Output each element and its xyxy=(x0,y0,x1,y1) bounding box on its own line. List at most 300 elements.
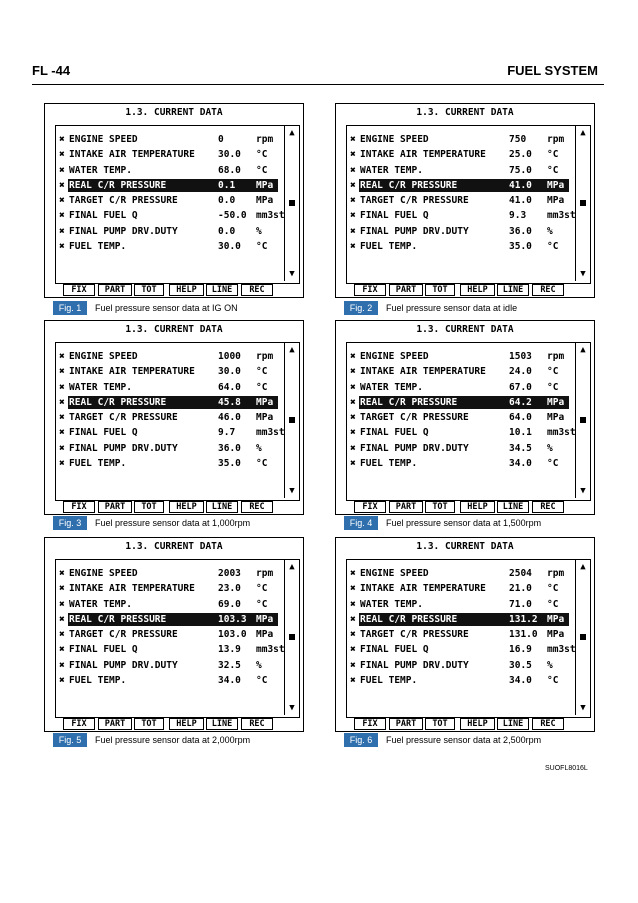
select-mark-icon: ✖ xyxy=(59,568,65,579)
param-value: 23.0 xyxy=(218,583,241,595)
param-name: INTAKE AIR TEMPERATURE xyxy=(360,149,486,161)
param-value: 1000 xyxy=(218,351,241,362)
scroll-up-icon[interactable]: ▲ xyxy=(289,128,295,138)
fkey-rec-button[interactable]: REC xyxy=(532,718,564,730)
param-unit: °C xyxy=(256,458,268,470)
param-unit: °C xyxy=(547,458,559,470)
param-value: 13.9 xyxy=(218,644,241,656)
param-unit: rpm xyxy=(256,134,274,145)
caption-text: Fuel pressure sensor data at IG ON xyxy=(95,303,238,313)
scrollbar[interactable] xyxy=(284,126,299,281)
scroll-down-icon[interactable]: ▼ xyxy=(289,703,295,713)
caption-text: Fuel pressure sensor data at 1,000rpm xyxy=(95,518,251,528)
select-mark-icon: ✖ xyxy=(59,396,65,408)
param-name: FUEL TEMP. xyxy=(69,458,127,470)
scan-screen xyxy=(44,103,304,298)
fkey-line-button[interactable]: LINE xyxy=(497,501,529,513)
data-row[interactable] xyxy=(58,642,285,657)
scroll-thumb[interactable] xyxy=(580,200,586,206)
fkey-part-button[interactable]: PART xyxy=(98,718,132,730)
fkey-rec-button[interactable]: REC xyxy=(532,501,564,513)
scroll-up-icon[interactable]: ▲ xyxy=(289,345,295,355)
param-unit: MPa xyxy=(547,629,565,641)
param-name: FINAL FUEL Q xyxy=(69,210,138,222)
data-row[interactable] xyxy=(58,441,276,456)
fkey-part-button[interactable]: PART xyxy=(389,501,423,513)
param-unit: MPa xyxy=(547,195,565,207)
select-mark-icon: ✖ xyxy=(350,241,356,253)
param-name: FINAL FUEL Q xyxy=(69,644,138,656)
param-unit: % xyxy=(547,659,553,671)
param-unit: mm3st xyxy=(256,427,285,439)
param-name: FINAL FUEL Q xyxy=(360,210,429,222)
select-mark-icon: ✖ xyxy=(59,134,65,145)
param-unit: rpm xyxy=(256,568,274,579)
select-mark-icon: ✖ xyxy=(350,179,356,191)
param-unit: MPa xyxy=(256,613,274,625)
param-value: 45.8 xyxy=(218,396,241,408)
function-keys xyxy=(55,718,300,730)
fkey-help-button[interactable]: HELP xyxy=(460,284,495,296)
select-mark-icon: ✖ xyxy=(59,675,65,687)
param-unit: °C xyxy=(547,149,559,161)
param-name: FUEL TEMP. xyxy=(360,675,418,687)
figure-caption xyxy=(344,301,604,315)
screen-title: 1.3. CURRENT DATA xyxy=(125,541,223,552)
scroll-thumb[interactable] xyxy=(580,417,586,423)
param-value: 64.2 xyxy=(509,396,532,408)
fkey-fix-button[interactable]: FIX xyxy=(63,501,95,513)
fkey-help-button[interactable]: HELP xyxy=(460,718,495,730)
param-value: 68.0 xyxy=(218,164,241,176)
param-name: TARGET C/R PRESSURE xyxy=(69,195,178,207)
param-name: WATER TEMP. xyxy=(69,598,132,610)
select-mark-icon: ✖ xyxy=(59,366,65,378)
param-unit: mm3st xyxy=(256,210,285,222)
scroll-up-icon[interactable]: ▲ xyxy=(580,562,586,572)
scroll-down-icon[interactable]: ▼ xyxy=(580,269,586,279)
param-unit: °C xyxy=(256,583,268,595)
scroll-up-icon[interactable]: ▲ xyxy=(289,562,295,572)
fkey-part-button[interactable]: PART xyxy=(389,284,423,296)
param-value: 35.0 xyxy=(218,458,241,470)
data-row[interactable] xyxy=(58,395,276,410)
data-row[interactable] xyxy=(349,364,567,379)
param-unit: °C xyxy=(547,164,559,176)
data-row[interactable] xyxy=(58,380,276,395)
fkey-help-button[interactable]: HELP xyxy=(169,718,204,730)
param-unit: mm3st xyxy=(547,210,576,222)
param-name: ENGINE SPEED xyxy=(360,568,429,579)
figure-caption xyxy=(53,733,313,747)
param-unit: °C xyxy=(547,381,559,393)
screen-title: 1.3. CURRENT DATA xyxy=(416,541,514,552)
scrollbar[interactable] xyxy=(284,560,299,715)
data-row[interactable] xyxy=(58,597,276,612)
param-name: FUEL TEMP. xyxy=(69,675,127,687)
data-row[interactable] xyxy=(349,395,567,410)
fkey-line-button[interactable]: LINE xyxy=(497,718,529,730)
param-unit: MPa xyxy=(547,396,565,408)
data-row[interactable] xyxy=(349,627,567,642)
screen-title: 1.3. CURRENT DATA xyxy=(125,107,223,118)
scroll-thumb[interactable] xyxy=(289,417,295,423)
data-row[interactable] xyxy=(58,566,276,581)
figure-caption xyxy=(344,733,604,747)
select-mark-icon: ✖ xyxy=(350,134,356,145)
select-mark-icon: ✖ xyxy=(59,225,65,237)
fkey-rec-button[interactable]: REC xyxy=(241,718,273,730)
param-value: 67.0 xyxy=(509,381,532,393)
param-name: INTAKE AIR TEMPERATURE xyxy=(69,366,195,378)
param-value: 9.3 xyxy=(509,210,527,222)
select-mark-icon: ✖ xyxy=(350,164,356,176)
select-mark-icon: ✖ xyxy=(59,149,65,161)
param-value: 9.7 xyxy=(218,427,236,439)
param-name: TARGET C/R PRESSURE xyxy=(360,412,469,424)
param-name: INTAKE AIR TEMPERATURE xyxy=(69,149,195,161)
scroll-thumb[interactable] xyxy=(580,634,586,640)
fkey-rec-button[interactable]: REC xyxy=(241,284,273,296)
screen-title: 1.3. CURRENT DATA xyxy=(416,107,514,118)
data-row[interactable] xyxy=(58,349,276,364)
param-name: WATER TEMP. xyxy=(69,381,132,393)
data-row[interactable] xyxy=(349,612,567,627)
fkey-part-button[interactable]: PART xyxy=(98,501,132,513)
fkey-help-button[interactable]: HELP xyxy=(460,501,495,513)
select-mark-icon: ✖ xyxy=(350,659,356,671)
scan-screen xyxy=(44,320,304,515)
param-value: -50.0 xyxy=(218,210,247,222)
data-row[interactable] xyxy=(349,642,576,657)
fkey-fix-button[interactable]: FIX xyxy=(63,718,95,730)
scrollbar[interactable] xyxy=(284,343,299,498)
figure-label: Fig. 4 xyxy=(344,516,378,530)
param-unit: MPa xyxy=(256,396,274,408)
section-title: FUEL SYSTEM xyxy=(507,63,598,78)
param-unit: MPa xyxy=(256,629,274,641)
scroll-up-icon[interactable]: ▲ xyxy=(580,128,586,138)
data-row[interactable] xyxy=(349,163,567,178)
param-unit: °C xyxy=(547,598,559,610)
param-name: TARGET C/R PRESSURE xyxy=(69,412,178,424)
select-mark-icon: ✖ xyxy=(59,412,65,424)
select-mark-icon: ✖ xyxy=(350,149,356,161)
fkey-tot-button[interactable]: TOT xyxy=(425,501,455,513)
scan-screen xyxy=(44,537,304,732)
param-unit: °C xyxy=(256,164,268,176)
param-name: ENGINE SPEED xyxy=(69,134,138,145)
param-value: 30.0 xyxy=(218,241,241,253)
param-unit: MPa xyxy=(547,412,565,424)
select-mark-icon: ✖ xyxy=(350,225,356,237)
param-unit: % xyxy=(547,442,553,454)
caption-text: Fuel pressure sensor data at 2,000rpm xyxy=(95,735,251,745)
data-row[interactable] xyxy=(349,456,567,471)
param-unit: % xyxy=(256,442,262,454)
param-unit: °C xyxy=(256,366,268,378)
data-panel xyxy=(55,342,300,501)
figure-label: Fig. 5 xyxy=(53,733,87,747)
select-mark-icon: ✖ xyxy=(350,675,356,687)
param-unit: mm3st xyxy=(547,644,576,656)
data-row[interactable] xyxy=(349,147,567,162)
select-mark-icon: ✖ xyxy=(350,195,356,207)
param-value: 131.2 xyxy=(509,613,538,625)
param-unit: mm3st xyxy=(547,427,576,439)
scroll-down-icon[interactable]: ▼ xyxy=(289,486,295,496)
data-row[interactable] xyxy=(349,380,567,395)
param-unit: mm3st xyxy=(256,644,285,656)
param-name: FINAL PUMP DRV.DUTY xyxy=(69,659,178,671)
data-row[interactable] xyxy=(349,132,567,147)
fkey-fix-button[interactable]: FIX xyxy=(354,284,386,296)
param-unit: °C xyxy=(256,241,268,253)
select-mark-icon: ✖ xyxy=(350,210,356,222)
fkey-rec-button[interactable]: REC xyxy=(532,284,564,296)
param-value: 0.1 xyxy=(218,179,236,191)
select-mark-icon: ✖ xyxy=(350,568,356,579)
figure-label: Fig. 6 xyxy=(344,733,378,747)
data-row[interactable] xyxy=(58,627,276,642)
fkey-tot-button[interactable]: TOT xyxy=(134,501,164,513)
data-row[interactable] xyxy=(349,193,567,208)
select-mark-icon: ✖ xyxy=(59,179,65,191)
scroll-thumb[interactable] xyxy=(289,634,295,640)
param-value: 34.0 xyxy=(509,675,532,687)
param-unit: °C xyxy=(547,241,559,253)
param-value: 0 xyxy=(218,134,224,145)
param-unit: MPa xyxy=(547,179,565,191)
select-mark-icon: ✖ xyxy=(350,351,356,362)
param-value: 41.0 xyxy=(509,179,532,191)
param-value: 30.0 xyxy=(218,149,241,161)
scrollbar[interactable] xyxy=(575,343,590,498)
fkey-fix-button[interactable]: FIX xyxy=(354,718,386,730)
param-name: FUEL TEMP. xyxy=(360,458,418,470)
select-mark-icon: ✖ xyxy=(350,427,356,439)
param-name: FINAL PUMP DRV.DUTY xyxy=(69,225,178,237)
param-unit: °C xyxy=(256,149,268,161)
data-row[interactable] xyxy=(58,208,285,223)
select-mark-icon: ✖ xyxy=(350,442,356,454)
fkey-help-button[interactable]: HELP xyxy=(169,501,204,513)
function-keys xyxy=(346,501,591,513)
param-value: 34.5 xyxy=(509,442,532,454)
data-row[interactable] xyxy=(349,581,567,596)
param-name: FUEL TEMP. xyxy=(69,241,127,253)
data-row[interactable] xyxy=(349,673,567,688)
scan-screen xyxy=(335,103,595,298)
data-row[interactable] xyxy=(349,178,567,193)
select-mark-icon: ✖ xyxy=(59,629,65,641)
fkey-line-button[interactable]: LINE xyxy=(206,718,238,730)
param-name: FINAL PUMP DRV.DUTY xyxy=(360,225,469,237)
fkey-fix-button[interactable]: FIX xyxy=(63,284,95,296)
data-row[interactable] xyxy=(349,441,567,456)
function-keys xyxy=(55,501,300,513)
fkey-tot-button[interactable]: TOT xyxy=(134,284,164,296)
data-row[interactable] xyxy=(349,658,567,673)
data-row[interactable] xyxy=(349,410,567,425)
param-value: 34.0 xyxy=(509,458,532,470)
select-mark-icon: ✖ xyxy=(350,629,356,641)
param-unit: °C xyxy=(547,366,559,378)
figure-caption xyxy=(53,301,313,315)
screen-title: 1.3. CURRENT DATA xyxy=(125,324,223,335)
param-value: 0.0 xyxy=(218,195,236,207)
select-mark-icon: ✖ xyxy=(59,210,65,222)
select-mark-icon: ✖ xyxy=(59,195,65,207)
param-value: 69.0 xyxy=(218,598,241,610)
fkey-fix-button[interactable]: FIX xyxy=(354,501,386,513)
param-name: FINAL PUMP DRV.DUTY xyxy=(360,659,469,671)
param-name: REAL C/R PRESSURE xyxy=(69,396,167,408)
figure-label: Fig. 1 xyxy=(53,301,87,315)
data-row[interactable] xyxy=(58,425,285,440)
param-name: FINAL FUEL Q xyxy=(69,427,138,439)
select-mark-icon: ✖ xyxy=(59,458,65,470)
data-row[interactable] xyxy=(349,239,567,254)
caption-text: Fuel pressure sensor data at 2,500rpm xyxy=(386,735,542,745)
param-unit: rpm xyxy=(547,568,565,579)
scroll-thumb[interactable] xyxy=(289,200,295,206)
function-keys xyxy=(346,284,591,296)
select-mark-icon: ✖ xyxy=(59,164,65,176)
fkey-line-button[interactable]: LINE xyxy=(206,501,238,513)
data-row[interactable] xyxy=(58,410,276,425)
param-value: 16.9 xyxy=(509,644,532,656)
fkey-line-button[interactable]: LINE xyxy=(206,284,238,296)
param-value: 103.3 xyxy=(218,613,247,625)
select-mark-icon: ✖ xyxy=(350,412,356,424)
data-panel xyxy=(346,559,591,718)
param-name: FINAL FUEL Q xyxy=(360,427,429,439)
fkey-help-button[interactable]: HELP xyxy=(169,284,204,296)
param-unit: rpm xyxy=(547,134,565,145)
data-row[interactable] xyxy=(58,581,276,596)
param-value: 75.0 xyxy=(509,164,532,176)
select-mark-icon: ✖ xyxy=(59,427,65,439)
scan-screen xyxy=(335,320,595,515)
figure-caption xyxy=(53,516,313,530)
param-name: ENGINE SPEED xyxy=(69,568,138,579)
param-unit: °C xyxy=(256,598,268,610)
select-mark-icon: ✖ xyxy=(350,366,356,378)
param-value: 24.0 xyxy=(509,366,532,378)
param-value: 34.0 xyxy=(218,675,241,687)
fkey-part-button[interactable]: PART xyxy=(98,284,132,296)
function-keys xyxy=(55,284,300,296)
fkey-tot-button[interactable]: TOT xyxy=(134,718,164,730)
param-value: 103.0 xyxy=(218,629,247,641)
param-unit: % xyxy=(256,659,262,671)
param-value: 41.0 xyxy=(509,195,532,207)
param-name: WATER TEMP. xyxy=(69,164,132,176)
select-mark-icon: ✖ xyxy=(350,613,356,625)
param-name: FUEL TEMP. xyxy=(360,241,418,253)
scroll-down-icon[interactable]: ▼ xyxy=(289,269,295,279)
data-row[interactable] xyxy=(58,178,276,193)
data-row[interactable] xyxy=(58,673,276,688)
param-name: REAL C/R PRESSURE xyxy=(360,179,458,191)
data-row[interactable] xyxy=(349,597,567,612)
select-mark-icon: ✖ xyxy=(350,583,356,595)
select-mark-icon: ✖ xyxy=(59,442,65,454)
param-name: INTAKE AIR TEMPERATURE xyxy=(360,583,486,595)
screen-title: 1.3. CURRENT DATA xyxy=(416,324,514,335)
figure-label: Fig. 3 xyxy=(53,516,87,530)
data-row[interactable] xyxy=(58,239,276,254)
data-row[interactable] xyxy=(349,208,576,223)
data-panel xyxy=(346,342,591,501)
param-unit: MPa xyxy=(256,195,274,207)
scroll-up-icon[interactable]: ▲ xyxy=(580,345,586,355)
fkey-rec-button[interactable]: REC xyxy=(241,501,273,513)
select-mark-icon: ✖ xyxy=(59,583,65,595)
data-panel xyxy=(346,125,591,284)
param-unit: °C xyxy=(547,675,559,687)
data-row[interactable] xyxy=(58,658,276,673)
data-row[interactable] xyxy=(58,456,276,471)
fkey-tot-button[interactable]: TOT xyxy=(425,718,455,730)
param-value: 2504 xyxy=(509,568,532,579)
data-row[interactable] xyxy=(349,566,567,581)
data-row[interactable] xyxy=(349,349,567,364)
scroll-down-icon[interactable]: ▼ xyxy=(580,703,586,713)
data-row[interactable] xyxy=(58,612,276,627)
param-unit: MPa xyxy=(256,412,274,424)
data-row[interactable] xyxy=(58,364,276,379)
data-row[interactable] xyxy=(349,425,576,440)
data-row[interactable] xyxy=(58,193,276,208)
data-row[interactable] xyxy=(349,224,567,239)
param-value: 35.0 xyxy=(509,241,532,253)
scrollbar[interactable] xyxy=(575,126,590,281)
select-mark-icon: ✖ xyxy=(59,598,65,610)
param-unit: MPa xyxy=(547,613,565,625)
scrollbar[interactable] xyxy=(575,560,590,715)
data-row[interactable] xyxy=(58,132,276,147)
figure-label: Fig. 2 xyxy=(344,301,378,315)
select-mark-icon: ✖ xyxy=(350,458,356,470)
param-name: REAL C/R PRESSURE xyxy=(69,179,167,191)
param-name: FINAL PUMP DRV.DUTY xyxy=(69,442,178,454)
scroll-down-icon[interactable]: ▼ xyxy=(580,486,586,496)
param-unit: MPa xyxy=(256,179,274,191)
data-row[interactable] xyxy=(58,147,276,162)
param-unit: % xyxy=(547,225,553,237)
param-name: WATER TEMP. xyxy=(360,164,423,176)
fkey-tot-button[interactable]: TOT xyxy=(425,284,455,296)
param-value: 25.0 xyxy=(509,149,532,161)
fkey-part-button[interactable]: PART xyxy=(389,718,423,730)
param-name: TARGET C/R PRESSURE xyxy=(69,629,178,641)
param-value: 46.0 xyxy=(218,412,241,424)
param-value: 1503 xyxy=(509,351,532,362)
data-row[interactable] xyxy=(58,224,276,239)
param-unit: °C xyxy=(256,381,268,393)
fkey-line-button[interactable]: LINE xyxy=(497,284,529,296)
select-mark-icon: ✖ xyxy=(59,351,65,362)
param-unit: rpm xyxy=(256,351,274,362)
select-mark-icon: ✖ xyxy=(59,241,65,253)
data-row[interactable] xyxy=(58,163,276,178)
param-value: 71.0 xyxy=(509,598,532,610)
param-value: 36.0 xyxy=(218,442,241,454)
select-mark-icon: ✖ xyxy=(350,598,356,610)
figure-caption xyxy=(344,516,604,530)
